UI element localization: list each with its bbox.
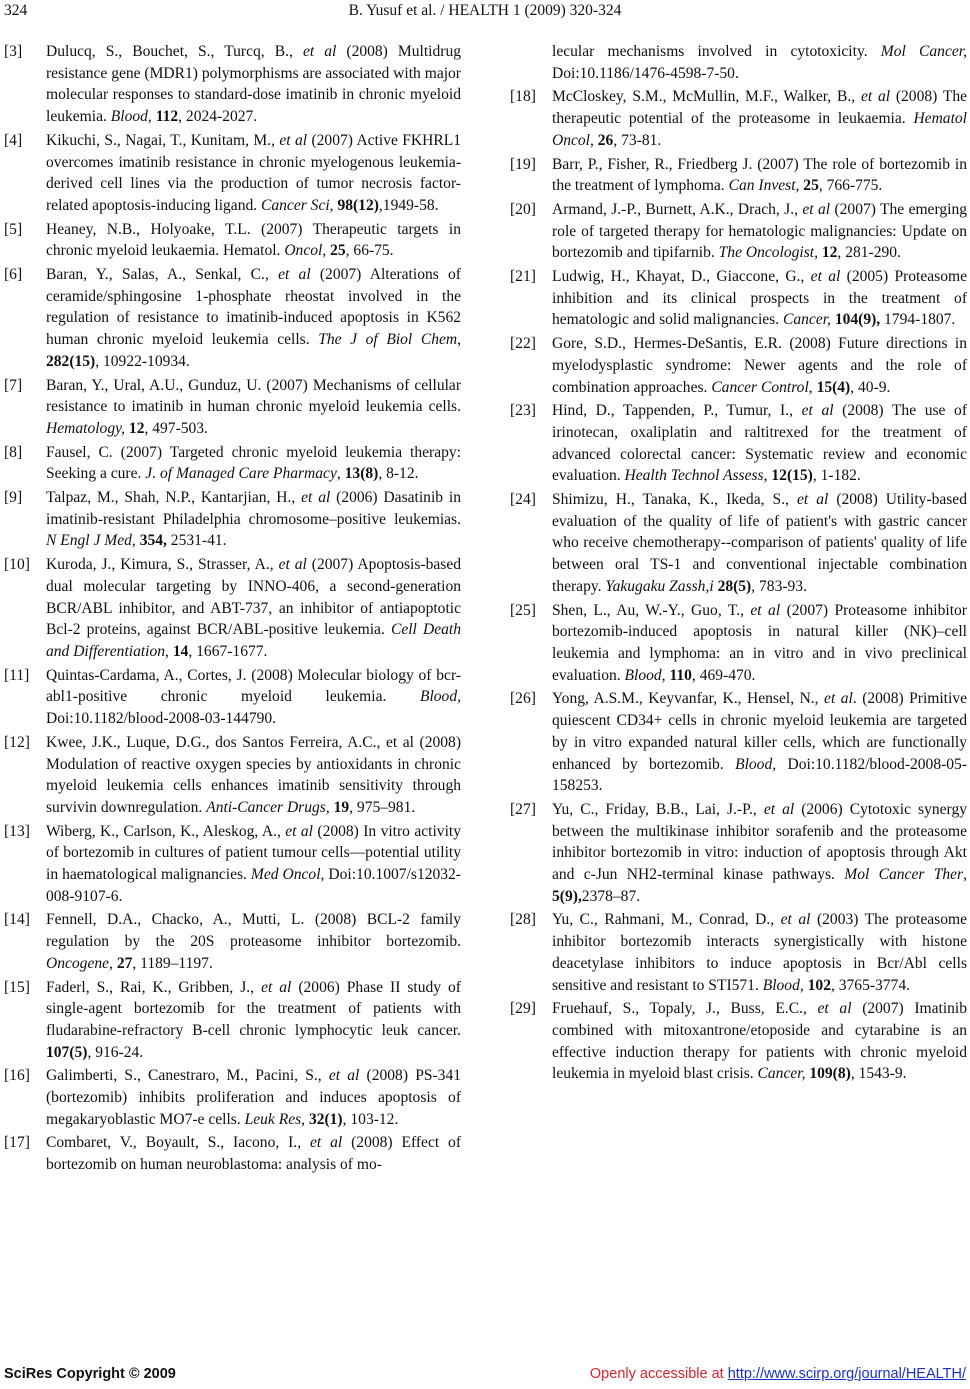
- right-reference-list: [510, 86, 967, 1085]
- reference-number: [27]: [510, 800, 536, 818]
- reference-number: [18]: [510, 88, 536, 106]
- page-number: 324: [4, 2, 28, 19]
- copyright-notice: SciRes Copyright © 2009: [4, 1366, 176, 1382]
- reference-item: [510, 909, 967, 996]
- reference-continuation: lecular mechanisms involved in cytotoxicity. Mol Cancer, Doi:10.1186/1476-4598-7-50.: [552, 43, 967, 82]
- reference-item: [4, 442, 461, 485]
- reference-text: Heaney, N.B., Holyoake, T.L. (2007) Therapeutic targets in chronic myeloid leukaemia. Hematol. Oncol, 25, 66-75.: [46, 220, 461, 260]
- references-right-column: [510, 41, 967, 1087]
- reference-number: [7]: [4, 376, 23, 394]
- reference-item: [4, 487, 461, 552]
- reference-item: [4, 821, 461, 908]
- reference-text: Baran, Y., Ural, A.U., Gunduz, U. (2007) Mechanisms of cellular resistance to imatinib in human chronic myeloid leukemia cells. Hematology, 12, 497-503.: [46, 376, 461, 437]
- reference-item: [4, 909, 461, 974]
- reference-number: [10]: [4, 556, 30, 574]
- reference-text: McCloskey, S.M., McMullin, M.F., Walker, B., et al (2008) The therapeutic potential of the proteasome in leukaemia. Hematol Oncol, 26, 73-81.: [552, 88, 967, 149]
- reference-text: Armand, J.-P., Burnett, A.K., Drach, J., et al (2007) The emerging role of targeted therapy for hematologic malignancies: Update on bortezomib and tipifarnib. The Oncologist, 12, 281-290.: [552, 200, 967, 262]
- reference-number: [8]: [4, 443, 23, 461]
- reference-text: Fennell, D.A., Chacko, A., Mutti, L. (2008) BCL-2 family regulation by the 20S proteasome inhibitor bortezomib. Oncogene, 27, 1189–1197.: [46, 911, 461, 972]
- reference-text: Ludwig, H., Khayat, D., Giaccone, G., et al (2005) Proteasome inhibition and its clinical prospects in the treatment of hematologic and solid malignancies. Cancer, 104(9), 1794-1807.: [552, 268, 967, 329]
- reference-item: [4, 41, 461, 128]
- reference-text: Shimizu, H., Tanaka, K., Ikeda, S., et al (2008) Utility-based evaluation of the quality of life of patient's with gastric cancer who receive chemotherapy--comparison of patients' quality of life between oral TS-1 and conventional injectable combination therapy. Yakugaku Zassh,i 28(5), 783-93.: [552, 491, 967, 595]
- reference-item: [510, 154, 967, 197]
- running-head: B. Yusuf et al. / HEALTH 1 (2009) 320-324: [348, 2, 622, 19]
- reference-text: Gore, S.D., Hermes-DeSantis, E.R. (2008) Future directions in myelodysplastic syndrome: Newer agents and the role of combination approaches. Cancer Control, 15(4), 40-9.: [552, 335, 967, 396]
- reference-number: [4]: [4, 131, 23, 149]
- reference-text: Hind, D., Tappenden, P., Tumur, I., et al (2008) The use of irinotecan, oxaliplatin and raltitrexed for the treatment of advanced colorectal cancer: Systematic review and economic evaluation. Health Technol Assess, 12(15), 1-182.: [552, 402, 967, 485]
- reference-number: [21]: [510, 268, 536, 286]
- reference-text: Kikuchi, S., Nagai, T., Kunitam, M., et al (2007) Active FKHRL1 overcomes imatinib resistance in chronic myelogenous leukemia-derived cell lines via the production of tumor necrosis factor-related apoptosis-inducing ligand. Cancer Sci, 98(12),1949-58.: [46, 131, 462, 214]
- reference-item: [4, 375, 461, 440]
- reference-text: Galimberti, S., Canestraro, M., Pacini, S., et al (2008) PS-341 (bortezomib) inhibits proliferation and induces apoptosis of megakaryoblastic MO7-e cells. Leuk Res, 32(1), 103-12.: [46, 1067, 461, 1128]
- references-left-column: [4, 41, 461, 1178]
- reference-number: [5]: [4, 220, 23, 238]
- reference-text: Baran, Y., Salas, A., Senkal, C., et al (2007) Alterations of ceramide/sphingosine 1-phosphate rheostat involved in the regulation of resistance to imatinib-induced apoptosis in K562 human chronic myeloid leukemia cells. The J of Biol Chem, 282(15), 10922-10934.: [46, 266, 461, 370]
- reference-number: [16]: [4, 1067, 30, 1085]
- reference-item: [510, 799, 967, 908]
- reference-item: [510, 333, 967, 398]
- reference-number: [13]: [4, 822, 30, 840]
- reference-number: [23]: [510, 402, 536, 420]
- reference-text: Fruehauf, S., Topaly, J., Buss, E.C., et al (2007) Imatinib combined with mitoxantrone/etoposide and cytarabine is an effective induction therapy for patients with chronic myeloid leukemia in myeloid blast crisis. Cancer, 109(8), 1543-9.: [552, 1000, 968, 1083]
- reference-text: Kwee, J.K., Luque, D.G., dos Santos Ferreira, A.C., et al (2008) Modulation of reactive oxygen species by antioxidants in chronic myeloid leukemia cells enhances imatinib sensitivity through survivin downregulation. Anti-Cancer Drugs, 19, 975–981.: [46, 733, 461, 816]
- open-access-label: Openly accessible at: [589, 1366, 728, 1382]
- open-access-notice: [590, 1366, 966, 1382]
- reference-number: [3]: [4, 43, 23, 60]
- reference-item: [4, 977, 461, 1064]
- reference-item: [510, 400, 967, 487]
- reference-number: [11]: [4, 666, 30, 684]
- reference-number: [12]: [4, 733, 30, 751]
- reference-text: Wiberg, K., Carlson, K., Aleskog, A., et al (2008) In vitro activity of bortezomib in cultures of patient tumour cells—potential utility in haematological malignancies. Med Oncol, Doi:10.1007/s12032-008-9107-6.: [46, 822, 461, 905]
- reference-text: Faderl, S., Rai, K., Gribben, J., et al (2006) Phase II study of single-agent bortezomib for the treatment of patients with fludarabine-refractory B-cell chronic lymphocytic leuk cancer. 107(5), 916-24.: [46, 978, 461, 1061]
- reference-item: [510, 86, 967, 151]
- reference-item: [4, 130, 461, 217]
- reference-item: [4, 732, 461, 819]
- reference-item: [510, 199, 967, 264]
- reference-item: [510, 489, 967, 598]
- reference-number: [6]: [4, 266, 23, 284]
- reference-item: [4, 264, 461, 373]
- reference-number: [19]: [510, 155, 536, 173]
- reference-text: Barr, P., Fisher, R., Friedberg J. (2007) The role of bortezomib in the treatment of lymphoma. Can Invest, 25, 766-775.: [552, 155, 967, 195]
- reference-text: Kuroda, J., Kimura, S., Strasser, A., et al (2007) Apoptosis-based dual molecular targeting by INNO-406, a second-generation BCR/ABL inhibitor, and ABT-737, an inhibitor of antiapoptotic Bcl-2 proteins, against BCR/ABL-positive leukemia. Cell Death and Differentiation, 14, 1667-1677.: [46, 556, 461, 660]
- page-header: [0, 2, 970, 26]
- reference-text: Yu, C., Friday, B.B., Lai, J.-P., et al (2006) Cytotoxic synergy between the multikinase inhibitor sorafenib and the proteasome inhibitor bortezomib in vitro: induction of apoptosis through Akt and c-Jun NH2-terminal kinase pathways. Mol Cancer Ther, 5(9),2378–87.: [552, 800, 967, 905]
- reference-number: [25]: [510, 601, 536, 619]
- reference-item: [510, 266, 967, 331]
- reference-number: [26]: [510, 690, 536, 708]
- reference-number: [15]: [4, 978, 30, 996]
- reference-item: [4, 219, 461, 262]
- reference-number: [9]: [4, 489, 23, 507]
- reference-number: [24]: [510, 491, 536, 509]
- reference-number: [22]: [510, 335, 536, 353]
- reference-item: [510, 600, 967, 687]
- reference-item: [510, 688, 967, 797]
- reference-text: Quintas-Cardama, A., Cortes, J. (2008) Molecular biology of bcr-abl1-positive chronic myeloid leukemia. Blood, Doi:10.1182/blood-2008-03-144790.: [46, 666, 461, 728]
- reference-number: [28]: [510, 911, 536, 929]
- reference-text: Combaret, V., Boyault, S., Iacono, I., et al (2008) Effect of bortezomib on human neuroblastoma: analysis of mo-: [46, 1134, 462, 1174]
- reference-number: [17]: [4, 1134, 30, 1152]
- journal-link[interactable]: http://www.scirp.org/journal/HEALTH/: [727, 1366, 966, 1382]
- reference-text: Dulucq, S., Bouchet, S., Turcq, B., et al (2008) Multidrug resistance gene (MDR1) polymorphisms are associated with major molecular responses to standard-dose imatinib in chronic myeloid leukemia. Blood, 112, 2024-2027.: [46, 43, 461, 126]
- reference-item: [4, 1132, 461, 1175]
- reference-number: [14]: [4, 911, 30, 929]
- reference-text: Yu, C., Rahmani, M., Conrad, D., et al (2003) The proteasome inhibitor bortezomib interacts synergistically with histone deacetylase inhibitors to induce apoptosis in Bcr/Abl cells sensitive and resistant to STI571. Blood, 102, 3765-3774.: [552, 911, 967, 994]
- reference-text: Fausel, C. (2007) Targeted chronic myeloid leukemia therapy: Seeking a cure. J. of Managed Care Pharmacy, 13(8), 8-12.: [46, 443, 461, 483]
- reference-number: [20]: [510, 200, 536, 218]
- reference-text: Shen, L., Au, W.-Y., Guo, T., et al (2007) Proteasome inhibitor bortezomib-induced apoptosis in natural killer (NK)–cell leukemia and lymphoma: an in vitro and in vivo preclinical evaluation. Blood, 110, 469-470.: [552, 601, 967, 684]
- reference-item: [510, 998, 967, 1085]
- reference-item: [4, 665, 461, 730]
- page-footer: [0, 1366, 970, 1388]
- reference-text: Talpaz, M., Shah, N.P., Kantarjian, H., et al (2006) Dasatinib in imatinib-resistant Philadelphia chromosome–positive leukemias. N Engl J Med, 354, 2531-41.: [46, 489, 461, 550]
- reference-item: [4, 554, 461, 663]
- reference-item: [4, 1065, 461, 1130]
- reference-text: Yong, A.S.M., Keyvanfar, K., Hensel, N., et al. (2008) Primitive quiescent CD34+ cells in chronic myeloid leukemia are targeted by in vitro expanded natural killer cells, which are functionally enhanced by bortezomib. Blood, Doi:10.1182/blood-2008-05-158253.: [552, 690, 968, 795]
- reference-number: [29]: [510, 1000, 536, 1018]
